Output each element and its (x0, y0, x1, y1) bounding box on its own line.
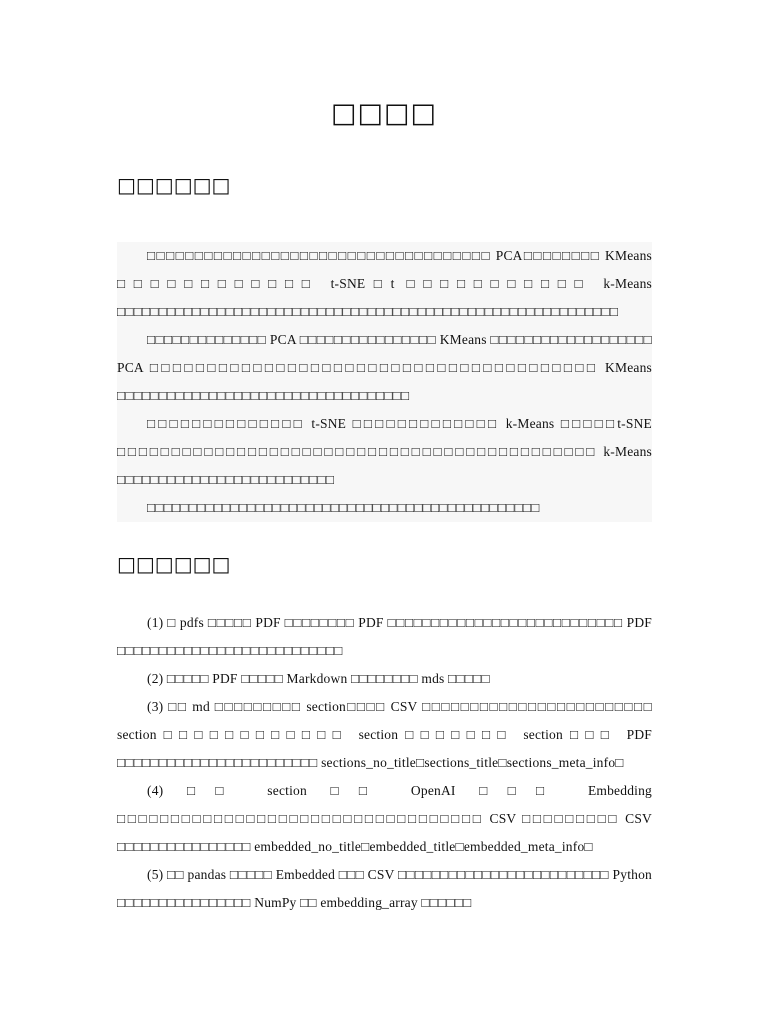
paragraph: □□□□□□□□□□□□□□□□□□□□□□□□□□□□□□□□□□□□ PCA□□□□□□□□ KMeans □□□□□□□□□□□□ t-SNE□t □□□□□□□□□□□ k-Means □□□□□□□□□□□□□□□□□□□□□□□□□□□□□□□□□□□□□□□□□□□□□□□□□□□□□□□□□□□□ (117, 248, 652, 319)
section-1-body (117, 242, 652, 522)
paragraph: □□□□□□□□□□□□□□ PCA □□□□□□□□□□□□□□□□ KMeans □□□□□□□□□□□□□□□□□□□ PCA □□□□□□□□□□□□□□□□□□□□□□□□□□□□□□□□□□□□□□□ KMeans □□□□□□□□□□□□□□□□□□□□□□□□□□□□□□□□□□□ (117, 332, 652, 403)
list-item: (3) □□ md □□□□□□□□□ section□□□□ CSV □□□□□□□□□□□□□□□□□□□□□□□□ section□□□□□□□□□□□□ section□□□□□□□ section□□□ PDF □□□□□□□□□□□□□□□□□□□□□□□□ sections_no_title□sections_title□sections_meta_info□ (117, 699, 652, 770)
document-title: □□□□ (330, 98, 438, 129)
section-2-body (117, 609, 652, 917)
paragraph: □□□□□□□□□□□□□□ t-SNE □□□□□□□□□□□□□ k-Means □□□□□t-SNE □□□□□□□□□□□□□□□□□□□□□□□□□□□□□□□□□□□□□□□□□□□□ k-Means □□□□□□□□□□□□□□□□□□□□□□□□□□ (117, 416, 652, 487)
list-item: (4) □□ section □□ OpenAI □□□ Embedding □□□□□□□□□□□□□□□□□□□□□□□□□□□□□□□□□□ CSV □□□□□□□□□ CSV □□□□□□□□□□□□□□□□ embedded_no_title□embedded_title□embedded_meta_info□ (117, 783, 652, 854)
section-heading-2: □□□□□□ (117, 552, 231, 576)
section-heading-1: □□□□□□ (117, 173, 231, 197)
paragraph: □□□□□□□□□□□□□□□□□□□□□□□□□□□□□□□□□□□□□□□□□□□□□□□ (147, 500, 540, 515)
list-item: (1) □ pdfs □□□□□ PDF □□□□□□□□ PDF □□□□□□□□□□□□□□□□□□□□□□□□□□□ PDF □□□□□□□□□□□□□□□□□□□□□□□□□□□ (117, 615, 652, 658)
list-item: (5) □□ pandas □□□□□ Embedded □□□ CSV □□□□□□□□□□□□□□□□□□□□□□□□□ Python □□□□□□□□□□□□□□□□ NumPy □□ embedding_array □□□□□□ (117, 867, 652, 910)
list-item: (2) □□□□□ PDF □□□□□ Markdown □□□□□□□□ mds □□□□□ (147, 671, 490, 686)
